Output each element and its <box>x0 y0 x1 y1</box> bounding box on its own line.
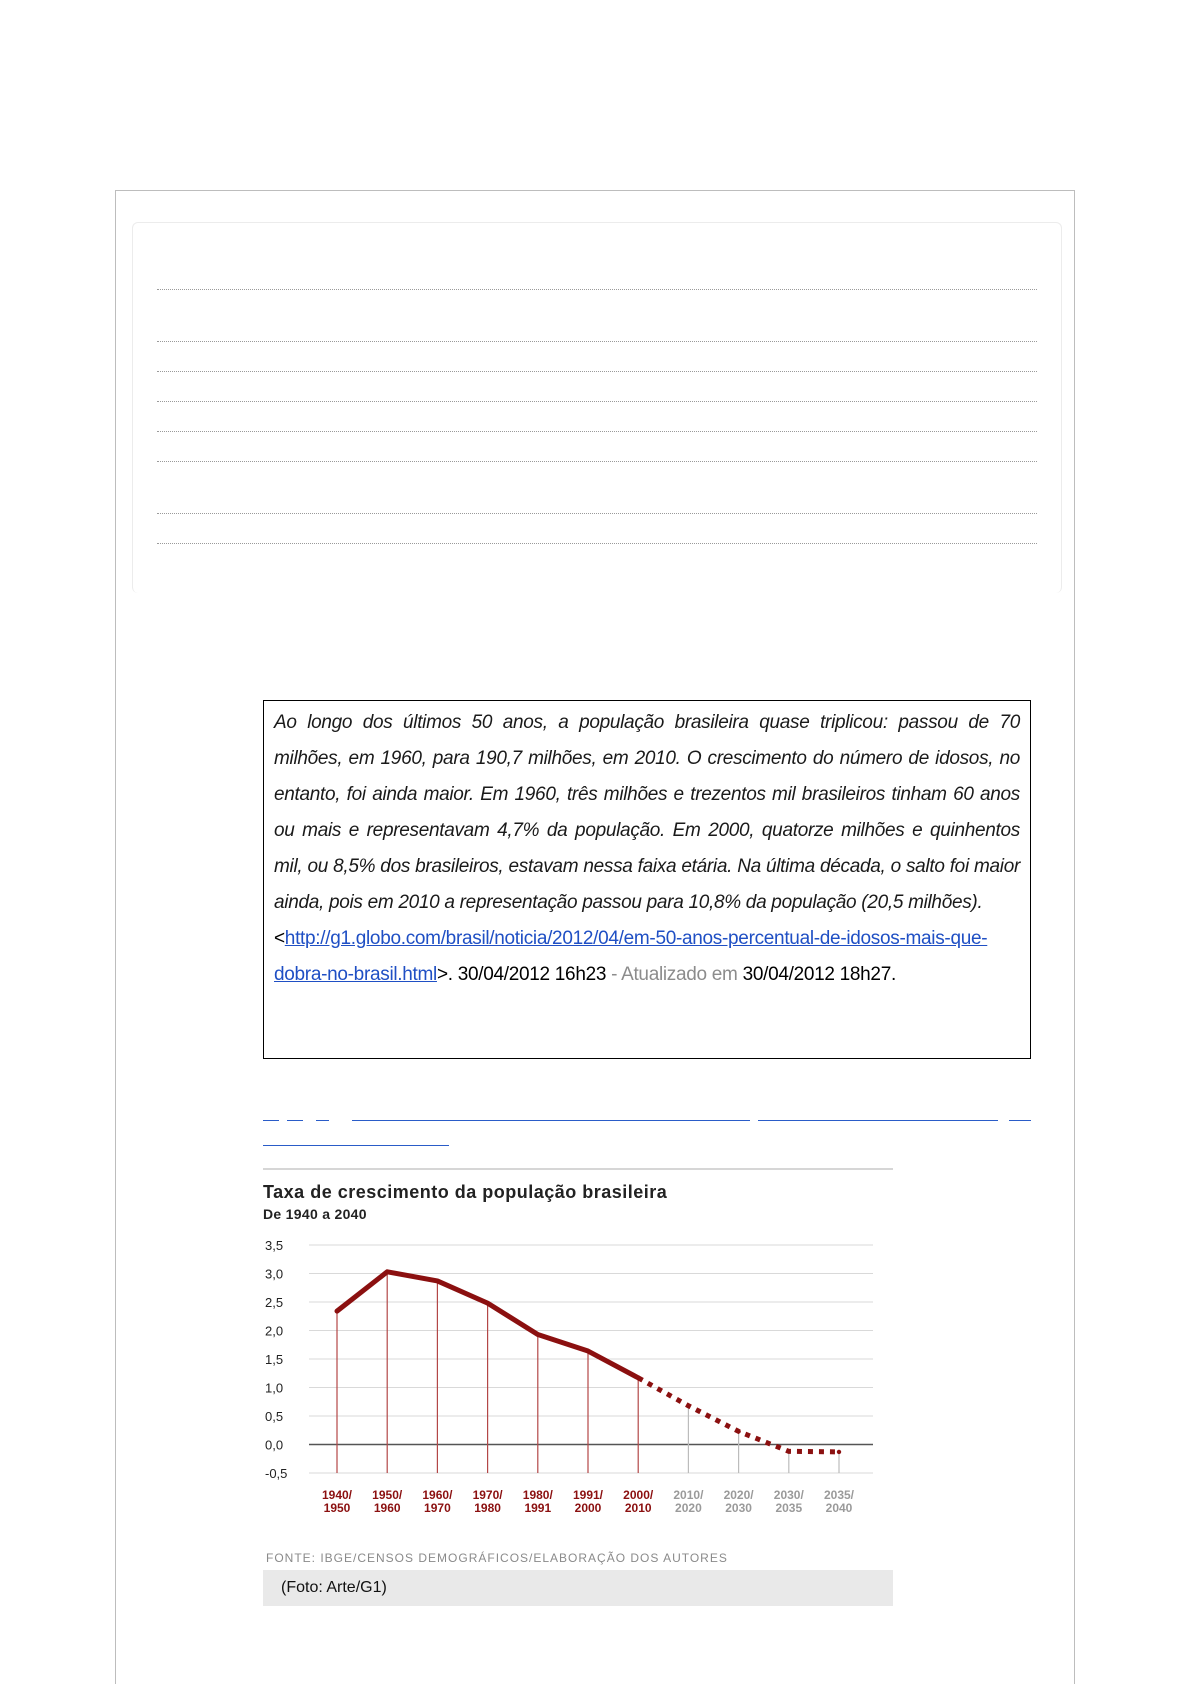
link-underline <box>352 1120 750 1121</box>
quote-box <box>263 700 1031 1059</box>
answer-line[interactable] <box>157 513 1037 514</box>
x-tick-label: 1980/ <box>522 1488 553 1502</box>
link-open: < <box>274 928 285 949</box>
x-tick-label: 1991 <box>524 1501 552 1515</box>
link-underline <box>1009 1120 1031 1121</box>
x-tick-label: 1950/ <box>372 1488 403 1502</box>
answer-line[interactable] <box>157 401 1037 402</box>
x-tick-label: 1980 <box>474 1501 501 1515</box>
y-tick-label: 3,0 <box>265 1266 284 1282</box>
x-tick-label: 2010/ <box>673 1488 704 1502</box>
x-tick-label: 2000 <box>574 1501 602 1515</box>
data-point <box>485 1301 489 1305</box>
x-tick-label: 2035/ <box>823 1488 855 1502</box>
y-tick-label: 0,0 <box>265 1437 284 1453</box>
data-point <box>736 1429 740 1433</box>
quote-paragraph: Ao longo dos últimos 50 anos, a população brasileira quase triplicou: passou de 70 milhões, em 1960, para 190,7 milhões, em 2010. O crescimento do número de idosos, no entanto, foi ainda maior. Em 1960, três milhões e trezentos mil brasileiros tinham 60 anos ou mais e representavam 4,7% da população. Em 2000, quatorze milhões e quinhentos mil, ou 8,5% dos brasileiros, estavam nessa faixa etária. Na última década, o salto foi maior ainda, pois em 2010 a representação passou para 10,8% da população (20,5 milhões). <box>274 712 1020 913</box>
data-point <box>385 1270 389 1274</box>
growth-rate-chart <box>263 1168 893 1553</box>
chart-title: Taxa de crescimento da população brasileira <box>263 1182 668 1202</box>
x-tick-label: 2035 <box>775 1501 803 1515</box>
x-tick-label: 1960/ <box>422 1488 453 1502</box>
data-point <box>586 1349 590 1353</box>
caption-bar <box>263 1570 893 1606</box>
answer-line[interactable] <box>157 289 1037 290</box>
data-point <box>787 1449 791 1453</box>
x-tick-label: 2000/ <box>623 1488 654 1502</box>
y-tick-label: 2,5 <box>265 1295 284 1310</box>
chart-figure <box>263 1168 893 1604</box>
x-tick-label: 1991/ <box>572 1488 604 1502</box>
x-tick-label: 2030/ <box>773 1488 804 1502</box>
updated-date: 30/04/2012 18h27. <box>742 964 896 985</box>
y-tick-label: 0,5 <box>265 1409 284 1424</box>
link-underline <box>758 1120 998 1121</box>
y-tick-label: 3,5 <box>265 1238 284 1253</box>
source-link[interactable]: http://g1.globo.com/brasil/noticia/2012/04/em-50-anos-percentual-de-idosos-mais-que-dobra-no-brasil.html <box>274 928 988 985</box>
published-date: >. 30/04/2012 16h23 <box>436 964 607 985</box>
answer-line[interactable] <box>157 371 1037 372</box>
data-point <box>686 1404 690 1408</box>
data-point <box>837 1450 841 1454</box>
answer-area[interactable] <box>132 222 1062 593</box>
x-tick-label: 2020 <box>675 1501 702 1515</box>
answer-line[interactable] <box>157 543 1037 544</box>
x-tick-label: 1940/ <box>321 1488 353 1502</box>
answer-line[interactable] <box>157 461 1037 462</box>
x-tick-label: 1960 <box>373 1501 401 1515</box>
y-tick-label: -0,5 <box>265 1466 288 1481</box>
link-underline <box>316 1120 329 1121</box>
data-point <box>335 1309 339 1313</box>
answer-line[interactable] <box>157 431 1037 432</box>
data-point <box>435 1279 439 1283</box>
y-tick-label: 1,0 <box>265 1380 284 1396</box>
figure-source: FONTE: IBGE/CENSOS DEMOGRÁFICOS/ELABORAÇÃO DOS AUTORES <box>266 1551 728 1565</box>
photo-caption: (Foto: Arte/G1) <box>281 1579 387 1596</box>
x-tick-label: 2040 <box>825 1501 853 1515</box>
updated-label: - Atualizado em <box>606 964 743 985</box>
x-tick-label: 2010 <box>624 1501 652 1515</box>
x-tick-label: 1950 <box>323 1501 351 1515</box>
link-underline <box>263 1120 279 1121</box>
data-point <box>536 1332 540 1336</box>
answer-line[interactable] <box>157 341 1037 342</box>
chart-subtitle: De 1940 a 2040 <box>263 1206 367 1222</box>
link-underline <box>263 1145 449 1146</box>
y-tick-label: 2,0 <box>265 1323 284 1339</box>
y-tick-label: 1,5 <box>265 1352 284 1367</box>
data-point <box>636 1376 640 1380</box>
x-tick-label: 2030 <box>725 1501 752 1515</box>
obscured-link-row <box>263 1120 1033 1146</box>
x-tick-label: 1970 <box>424 1501 451 1515</box>
x-tick-label: 1970/ <box>472 1488 503 1502</box>
link-underline <box>287 1120 303 1121</box>
quote-source <box>274 921 1020 993</box>
x-tick-label: 2020/ <box>723 1488 754 1502</box>
